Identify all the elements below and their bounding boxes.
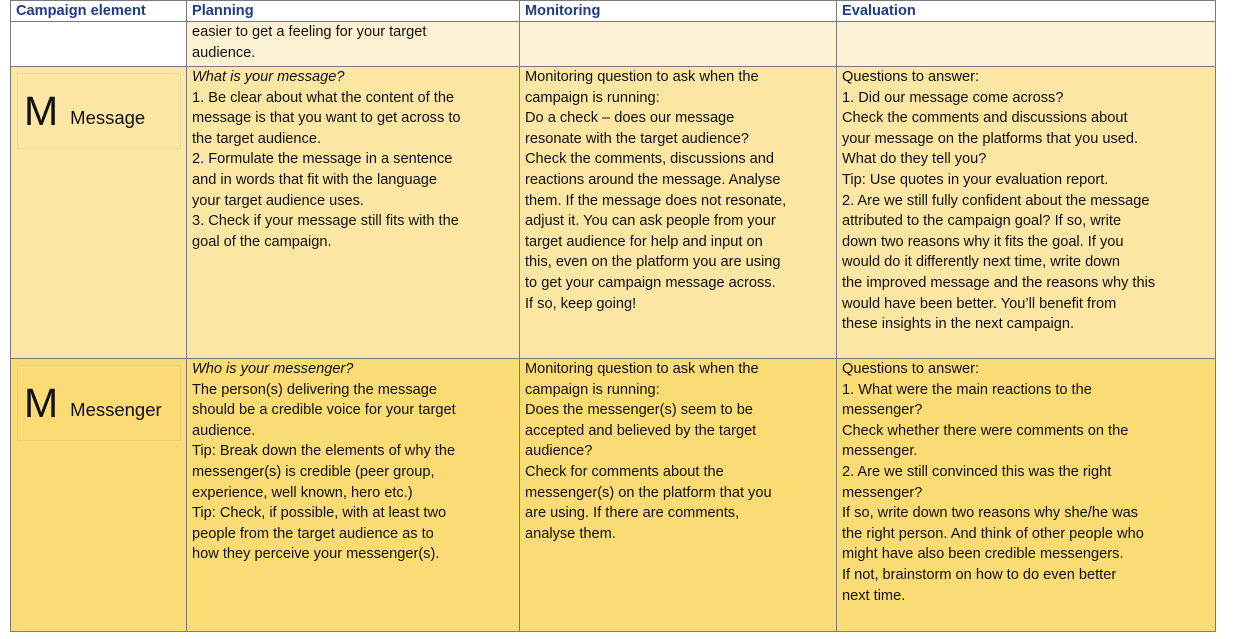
text-line: people from the target audience as to bbox=[192, 525, 434, 542]
text-line: 2. Are we still fully confident about the message bbox=[842, 192, 1150, 209]
header-row bbox=[11, 1, 1216, 22]
monitoring-cell bbox=[520, 22, 837, 67]
evaluation-cell bbox=[837, 359, 1216, 632]
planning-cell bbox=[187, 22, 520, 67]
evaluation-cell bbox=[837, 67, 1216, 359]
text-line: goal of the campaign. bbox=[192, 233, 332, 250]
text-line: the improved message and the reasons why this bbox=[842, 274, 1156, 291]
text-line: Does the messenger(s) seem to be bbox=[525, 402, 753, 419]
text-line: accepted and believed by the target bbox=[525, 422, 757, 439]
text-line: Questions to answer: bbox=[842, 69, 980, 85]
text-line: What do they tell you? bbox=[842, 151, 987, 168]
campaign-table bbox=[10, 0, 1216, 632]
element-initial: M bbox=[24, 379, 59, 426]
element-initial: M bbox=[24, 87, 59, 134]
table-row-messenger bbox=[11, 359, 1216, 632]
element-label-box bbox=[17, 73, 181, 149]
text-line: Tip: Break down the elements of why the bbox=[192, 443, 456, 460]
text-line: 3. Check if your message still fits with the bbox=[192, 213, 459, 230]
text-line: Tip: Check, if possible, with at least two bbox=[192, 505, 447, 522]
text-line: messenger. bbox=[842, 443, 918, 460]
text-line: 1. What were the main reactions to the bbox=[842, 381, 1092, 398]
text-line: 1. Did our message come across? bbox=[842, 89, 1064, 106]
text-line: messenger(s) is credible (peer group, bbox=[192, 463, 435, 480]
text-line: 2. Are we still convinced this was the right bbox=[842, 463, 1112, 480]
text-line: would do it differently next time, write down bbox=[842, 254, 1120, 271]
text-line: Check the comments and discussions about bbox=[842, 110, 1128, 127]
text-line: the target audience. bbox=[192, 130, 322, 147]
header-monitoring: Monitoring bbox=[520, 1, 837, 22]
text-line: Monitoring question to ask when the bbox=[525, 69, 759, 85]
text-line: Check whether there were comments on the bbox=[842, 422, 1129, 439]
text-line: If not, brainstorm on how to do even better bbox=[842, 566, 1117, 583]
text-line: Do a check – does our message bbox=[525, 110, 735, 127]
evaluation-cell bbox=[837, 22, 1216, 67]
text-line: resonate with the target audience? bbox=[525, 130, 749, 147]
text-line: this, even on the platform you are using bbox=[525, 254, 781, 271]
element-name: Messenger bbox=[70, 399, 162, 420]
text-line: If so, write down two reasons why she/he was bbox=[842, 505, 1139, 522]
text-line: 2. Formulate the message in a sentence bbox=[192, 151, 453, 168]
text-line: the right person. And think of other people who bbox=[842, 525, 1144, 542]
text-line: If so, keep going! bbox=[525, 295, 637, 312]
monitoring-cell bbox=[520, 67, 837, 359]
text-line: attributed to the campaign goal? If so, write bbox=[842, 213, 1122, 230]
element-cell-message bbox=[11, 67, 187, 359]
text-line: target audience for help and input on bbox=[525, 233, 763, 250]
element-cell-messenger bbox=[11, 359, 187, 632]
planning-cell bbox=[187, 67, 520, 359]
header-evaluation: Evaluation bbox=[837, 1, 1216, 22]
text-line: might have also been credible messengers. bbox=[842, 546, 1124, 563]
text-line: messenger? bbox=[842, 484, 923, 501]
text-line: Questions to answer: bbox=[842, 361, 980, 377]
text-line: Check for comments about the bbox=[525, 463, 724, 480]
monitoring-cell bbox=[520, 359, 837, 632]
text-line: experience, well known, hero etc.) bbox=[192, 484, 413, 501]
text-line: to get your campaign message across. bbox=[525, 274, 776, 291]
text-line: reactions around the message. Analyse bbox=[525, 171, 781, 188]
text-line: would have been better. You’ll benefit from bbox=[842, 295, 1117, 312]
text-line: adjust it. You can ask people from your bbox=[525, 213, 776, 230]
header-planning: Planning bbox=[187, 1, 520, 22]
text-line: Tip: Use quotes in your evaluation report. bbox=[842, 171, 1109, 188]
text-line: campaign is running: bbox=[525, 381, 660, 398]
text-line: messenger? bbox=[842, 402, 923, 419]
text-line: audience. bbox=[192, 44, 256, 61]
element-name: Message bbox=[70, 107, 146, 128]
element-label-box bbox=[17, 365, 181, 441]
table-row-continuation bbox=[11, 22, 1216, 67]
text-line: how they perceive your messenger(s). bbox=[192, 546, 440, 563]
planning-cell bbox=[187, 359, 520, 632]
text-line: are using. If there are comments, bbox=[525, 505, 740, 522]
text-line: Monitoring question to ask when the bbox=[525, 361, 759, 377]
text-line: your message on the platforms that you used. bbox=[842, 130, 1139, 147]
text-line: 1. Be clear about what the content of the bbox=[192, 89, 455, 106]
planning-question: Who is your messenger? bbox=[192, 361, 354, 377]
text-line: Check the comments, discussions and bbox=[525, 151, 775, 168]
text-line: campaign is running: bbox=[525, 89, 660, 106]
text-line: down two reasons why it fits the goal. If you bbox=[842, 233, 1124, 250]
text-line: The person(s) delivering the message bbox=[192, 381, 437, 398]
text-line: and in words that fit with the language bbox=[192, 171, 438, 188]
planning-question: What is your message? bbox=[192, 69, 345, 85]
text-line: your target audience uses. bbox=[192, 192, 364, 209]
text-line: easier to get a feeling for your target bbox=[192, 24, 427, 40]
text-line: next time. bbox=[842, 587, 906, 604]
header-campaign-element: Campaign element bbox=[11, 1, 187, 22]
text-line: audience? bbox=[525, 443, 593, 460]
text-line: message is that you want to get across to bbox=[192, 110, 461, 127]
table-row-message bbox=[11, 67, 1216, 359]
text-line: analyse them. bbox=[525, 525, 616, 542]
element-cell-empty bbox=[11, 22, 187, 67]
text-line: should be a credible voice for your target bbox=[192, 402, 456, 419]
text-line: these insights in the next campaign. bbox=[842, 316, 1075, 333]
text-line: messenger(s) on the platform that you bbox=[525, 484, 772, 501]
text-line: them. If the message does not resonate, bbox=[525, 192, 787, 209]
text-line: audience. bbox=[192, 422, 256, 439]
